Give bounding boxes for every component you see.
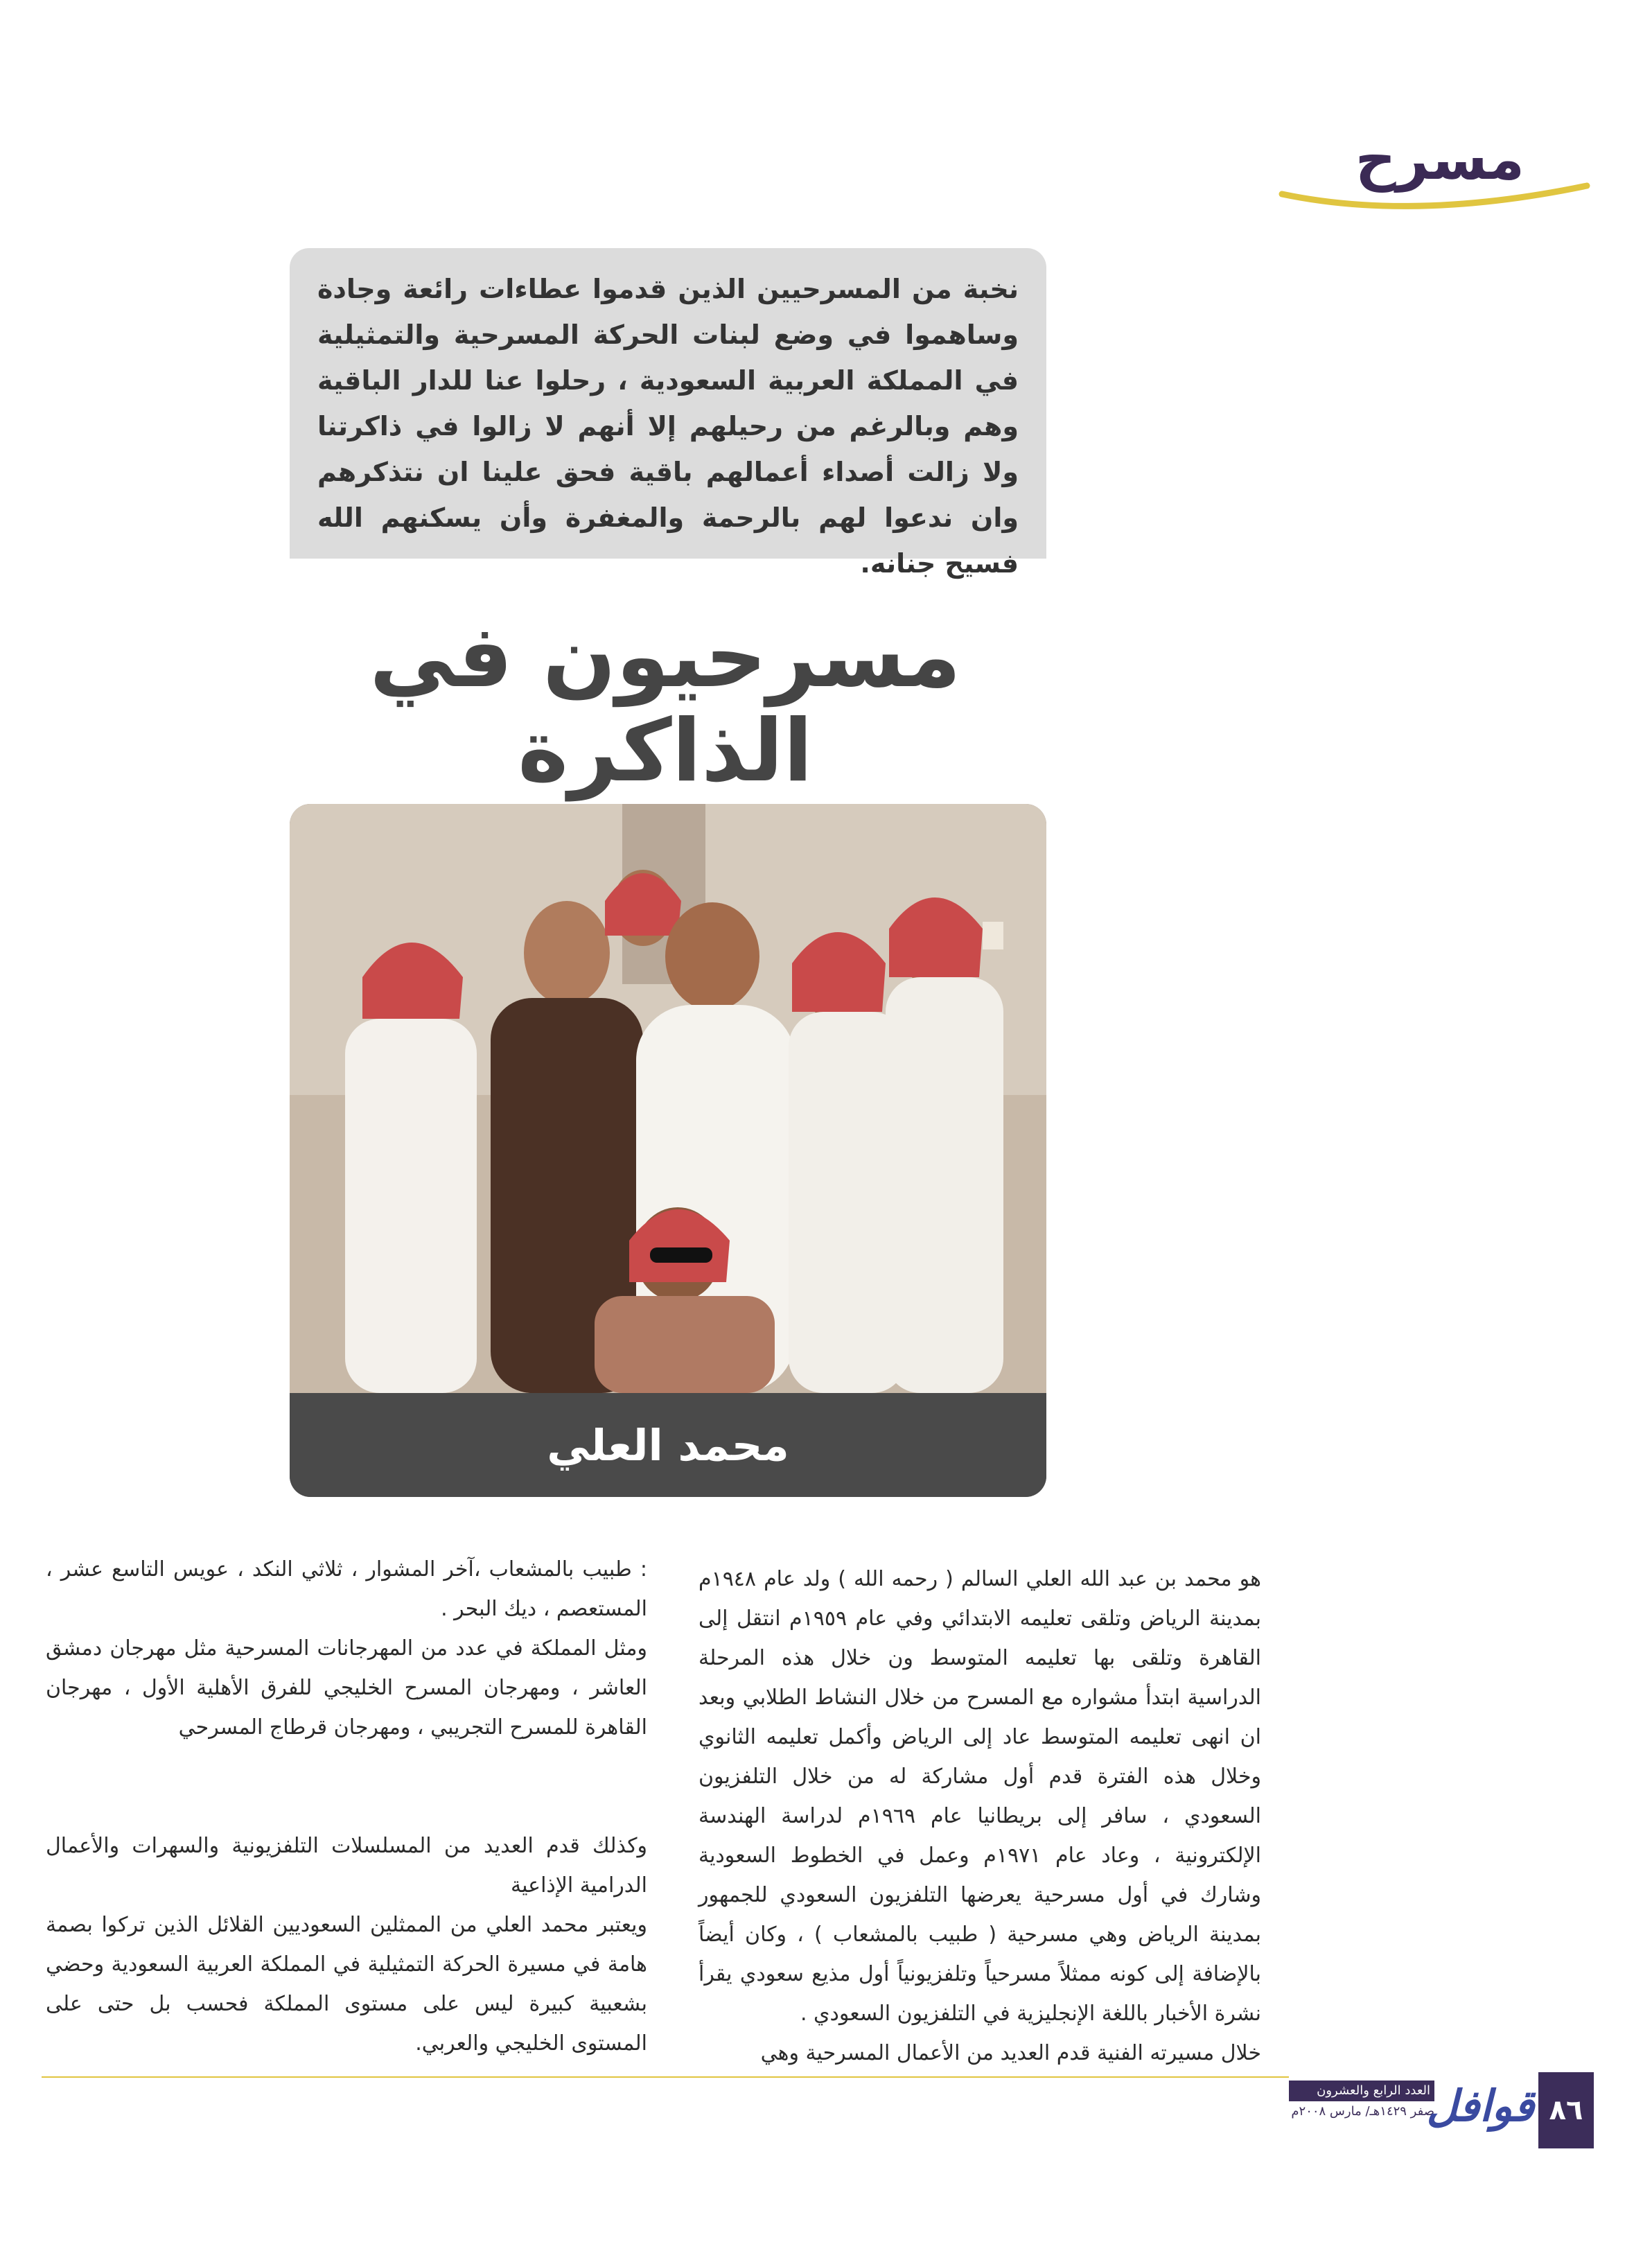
photo-illustration [290, 804, 1046, 1393]
page-number: ٨٦ [1538, 2072, 1594, 2148]
paragraph: وكذلك قدم العديد من المسلسلات التلفزيونية والسهرات والأعمال الدرامية الإذاعية [46, 1834, 647, 1898]
paragraph: خلال مسيرته الفنية قدم العديد من الأعمال المسرحية وهي [760, 2041, 1261, 2065]
article-column-right [698, 1559, 1261, 2073]
photo-caption-bar [290, 1393, 1046, 1497]
swoosh-decoration [1275, 173, 1594, 215]
section-tag: مسرح [1355, 127, 1524, 193]
intro-box [290, 248, 1046, 579]
magazine-logo: قوافل [1426, 2081, 1534, 2131]
footer-divider [42, 2076, 1289, 2078]
page-footer [1289, 2072, 1594, 2148]
article-column-left [46, 1550, 647, 2063]
paragraph: هو محمد بن عبد الله العلي السالم ( رحمه الله ) ولد عام ١٩٤٨م بمدينة الرياض وتلقى تعليمه الابتدائي وفي عام ١٩٥٩م انتقل إلى القاهرة وتلقى بها تعليمه المتوسط ون خلال هذه المرحلة الدراسية ابتدأ مشواره مع المسرح من خلال النشاط الطلابي وبعد ان انهى تعليمه المتوسط عاد إلى الرياض وأكمل تعليمه الثانوي وخلال هذه الفترة قدم أول مشاركة له من خلال التلفزيون السعودي ، سافر إلى بريطانيا عام ١٩٦٩م لدراسة الهندسة الإلكترونية ، وعاد عام ١٩٧١م وعمل في الخطوط السعودية وشارك في أول مسرحية يعرضها التلفزيون السعودي للجمهور بمدينة الرياض وهي مسرحية ( طبيب بالمشعاب ) ، وكان أيضاً بالإضافة إلى كونه ممثلاً مسرحياً وتلفزيونياً أول مذيع سعودي يقرأ نشرة الأخبار باللغة الإنجليزية في التلفزيون السعودي . [698, 1567, 1261, 2026]
intro-text: نخبة من المسرحيين الذين قدموا عطاءات رائعة وجادة وساهموا في وضع لبنات الحركة المسرحية والتمثيلية في المملكة العربية السعودية ، رحلوا عنا للدار الباقية وهم وبالرغم من رحيلهم إلا أنهم لا زالوا في ذاكرتنا ولا زالت أصداء أعمالهم باقية فحق علينا ان نتذكرهم وان ندعوا لهم بالرحمة والمغفرة وأن يسكنهم الله فسيح جنانه. [317, 274, 1019, 579]
group-photo [290, 804, 1046, 1497]
paragraph: ويعتبر محمد العلي من الممثلين السعوديين القلائل الذين تركوا بصمة هامة في مسيرة الحركة التمثيلية في المملكة العربية السعودية وحضي بشعبية كبيرة ليس على مستوى المملكة فحسب بل حتى على المستوى الخليجي والعربي. [46, 1913, 647, 2056]
article-headline: مسرحيون في الذاكرة [369, 607, 961, 802]
paragraph: ومثل المملكة في عدد من المهرجانات المسرحية مثل مهرجان دمشق العاشر ، ومهرجان المسرح الخليجي للفرق الأهلية الأول ، مهرجان القاهرة للمسرح التجريبي ، ومهرجان قرطاج المسرحي [46, 1636, 647, 1740]
issue-date: صفر ١٤٢٩هـ/ مارس ٢٠٠٨م [1291, 2104, 1434, 2119]
photo-caption: محمد العلي [547, 1419, 789, 1471]
issue-info [1289, 2081, 1434, 2122]
person-1 [345, 943, 477, 1393]
issue-number: العدد الرابع والعشرون [1289, 2081, 1434, 2101]
paragraph: : طبيب بالمشعاب ،آخر المشوار ، ثلاثي النكد ، عويس التاسع عشر ، المستعصم ، ديك البحر . [46, 1557, 647, 1621]
